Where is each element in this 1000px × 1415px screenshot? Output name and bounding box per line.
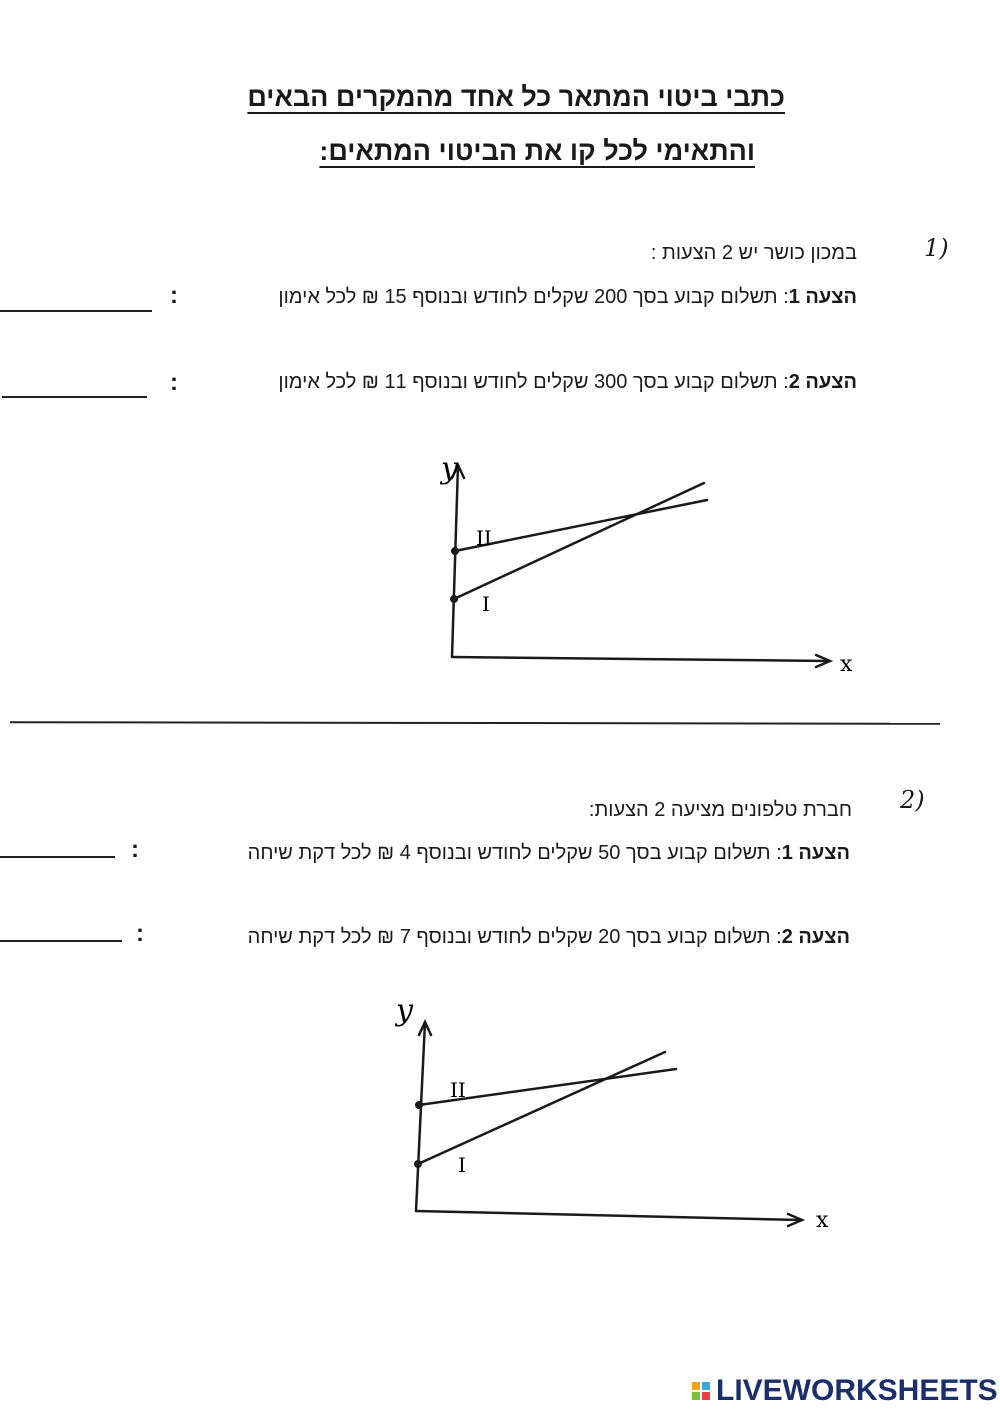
q2-line-ii-intercept bbox=[415, 1101, 423, 1109]
q2-intro: חברת טלפונים מציעה 2 הצעות: bbox=[588, 799, 852, 821]
q2-line-ii-label: II bbox=[450, 1078, 466, 1102]
q1-offer-1-label: הצעה 1 bbox=[788, 286, 857, 308]
title-line-1: כתבי ביטוי המתאר כל אחד מהמקרים הבאים bbox=[247, 82, 785, 112]
q1-offer-1-colon: : bbox=[170, 282, 178, 309]
question-1-number: 1) bbox=[924, 234, 949, 262]
q2-y-axis bbox=[416, 1022, 425, 1211]
q1-intro: במכון כושר יש 2 הצעות : bbox=[650, 242, 857, 264]
q1-line-ii-label: II bbox=[476, 526, 492, 550]
q1-y-label: y bbox=[441, 451, 458, 486]
q2-x-axis bbox=[416, 1211, 800, 1220]
title-line-2: והתאימי לכל קו את הביטוי המתאים: bbox=[319, 136, 755, 166]
question-2-number: 2) bbox=[900, 786, 925, 814]
q2-line-i-label: I bbox=[458, 1153, 466, 1177]
q2-y-label: y bbox=[396, 993, 413, 1028]
logo-squares-icon bbox=[692, 1382, 710, 1400]
q2-x-label: x bbox=[816, 1208, 829, 1233]
q2-line-i bbox=[418, 1052, 665, 1164]
q2-offer-1-colon: : bbox=[131, 836, 139, 863]
q1-offer-2-text: : תשלום קבוע בסך 300 שקלים לחודש ובנוסף 11 ₪ לכל אימון bbox=[278, 371, 789, 393]
q1-offer-2-label: הצעה 2 bbox=[788, 371, 857, 393]
q2-offer-2-text: : תשלום קבוע בסך 20 שקלים לחודש ובנוסף 7 ₪ לכל דקת שיחה bbox=[247, 926, 782, 948]
q1-offer-2-colon: : bbox=[170, 369, 178, 396]
q2-offer-1-label: הצעה 1 bbox=[781, 842, 850, 864]
q1-line-i-label: I bbox=[482, 592, 490, 616]
q2-offer-2-colon: : bbox=[136, 920, 144, 947]
q1-x-label: x bbox=[840, 652, 853, 677]
q1-offer-1-text: : תשלום קבוע בסך 200 שקלים לחודש ובנוסף 15 ₪ לכל אימון bbox=[278, 286, 789, 308]
liveworksheets-logo bbox=[692, 1374, 998, 1408]
q2-offer-1-text: : תשלום קבוע בסך 50 שקלים לחודש ובנוסף 4 ₪ לכל דקת שיחה bbox=[247, 842, 782, 864]
q2-offer-2-label: הצעה 2 bbox=[781, 926, 850, 948]
q2-line-i-intercept bbox=[414, 1160, 422, 1168]
logo-text: LIVEWORKSHEETS bbox=[716, 1374, 998, 1407]
